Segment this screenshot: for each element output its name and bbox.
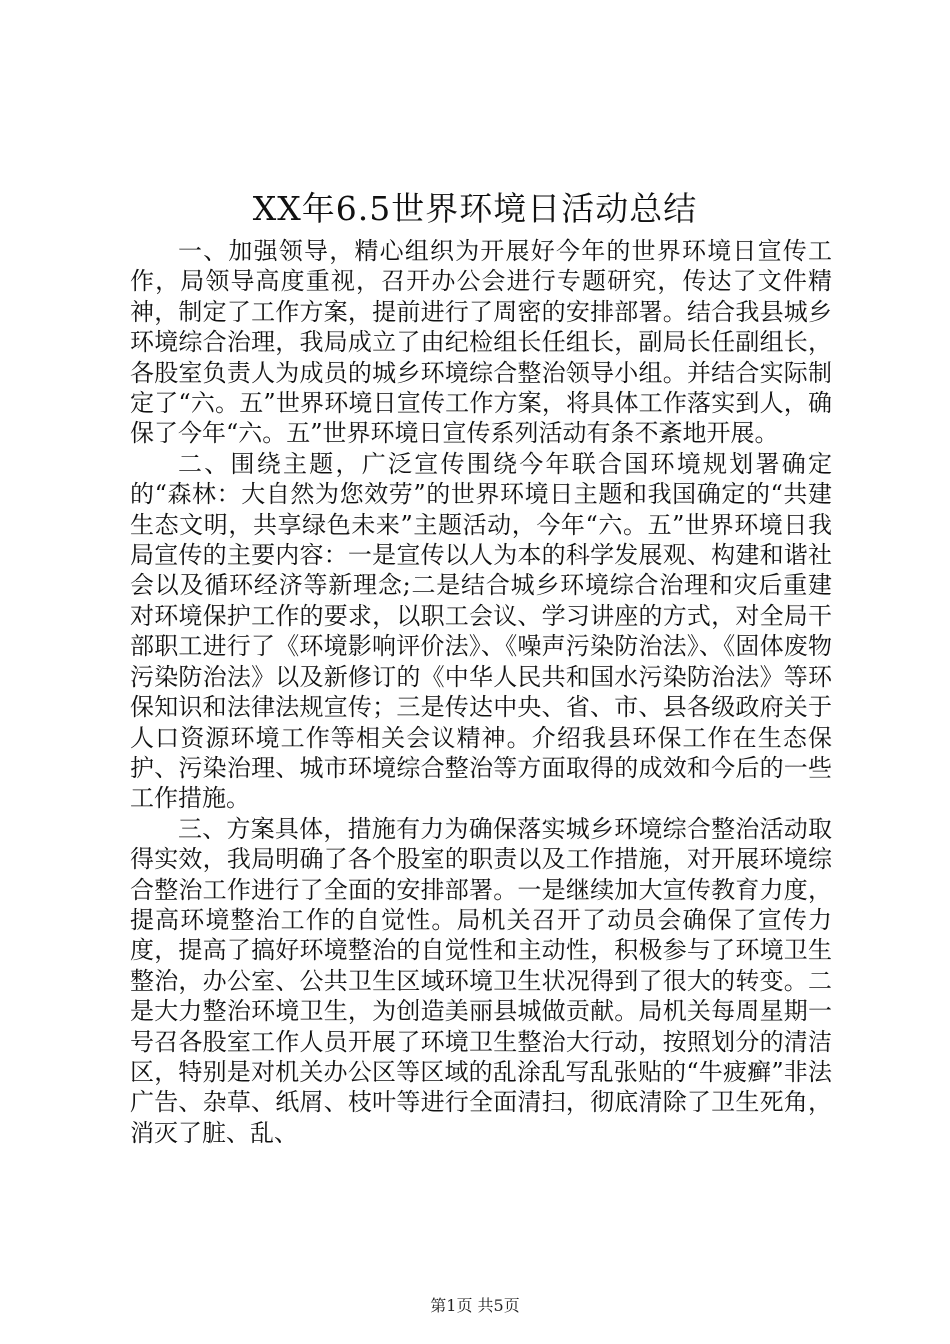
- page-number-footer: 第1页 共5页: [430, 1296, 520, 1315]
- paragraph-1: 一、加强领导，精心组织为开展好今年的世界环境日宣传工作，局领导高度重视，召开办公会进行专题研究，传达了文件精神，制定了工作方案，提前进行了周密的安排部署。结合我县城乡环境综合治理，我局成立了由纪检组长任组长，副局长任副组长，各股室负责人为成员的城乡环境综合整治领导小组。并结合实际制定了“六。五”世界环境日宣传工作方案，将具体工作落实到人，确保了今年“六。五”世界环境日宣传系列活动有条不紊地开展。: [130, 237, 832, 448]
- document-title: XX年6.5世界环境日活动总结: [252, 189, 698, 228]
- document-body: [130, 236, 832, 1148]
- paragraph-2: 二、围绕主题，广泛宣传围绕今年联合国环境规划署确定的“森林：大自然为您效劳”的世界环境日主题和我国确定的“共建生态文明，共享绿色未来”主题活动，今年“六。五”世界环境日我局宣传的主要内容：一是宣传以人为本的科学发展观、构建和谐社会以及循环经济等新理念;二是结合城乡环境综合治理和灾后重建对环境保护工作的要求，以职工会议、学习讲座的方式，对全局干部职工进行了《环境影响评价法》、《噪声污染防治法》、《固体废物污染防治法》以及新修订的《中华人民共和国水污染防治法》等环保知识和法律法规宣传；三是传达中央、省、市、县各级政府关于人口资源环境工作等相关会议精神。介绍我县环保工作在生态保护、污染治理、城市环境综合整治等方面取得的成效和今后的一些工作措施。: [130, 449, 832, 813]
- paragraph-3: 三、方案具体，措施有力为确保落实城乡环境综合整治活动取得实效，我局明确了各个股室的职责以及工作措施，对开展环境综合整治工作进行了全面的安排部署。一是继续加大宣传教育力度，提高环境整治工作的自觉性。局机关召开了动员会确保了宣传力度，提高了搞好环境整治的自觉性和主动性，积极参与了环境卫生整治，办公室、公共卫生区域环境卫生状况得到了很大的转变。二是大力整治环境卫生，为创造美丽县城做贡献。局机关每周星期一号召各股室工作人员开展了环境卫生整治大行动，按照划分的清洁区，特别是对机关办公区等区域的乱涂乱写乱张贴的“牛疲癣”非法广告、杂草、纸屑、枝叶等进行全面清扫，彻底清除了卫生死角，消灭了脏、乱、: [130, 814, 832, 1147]
